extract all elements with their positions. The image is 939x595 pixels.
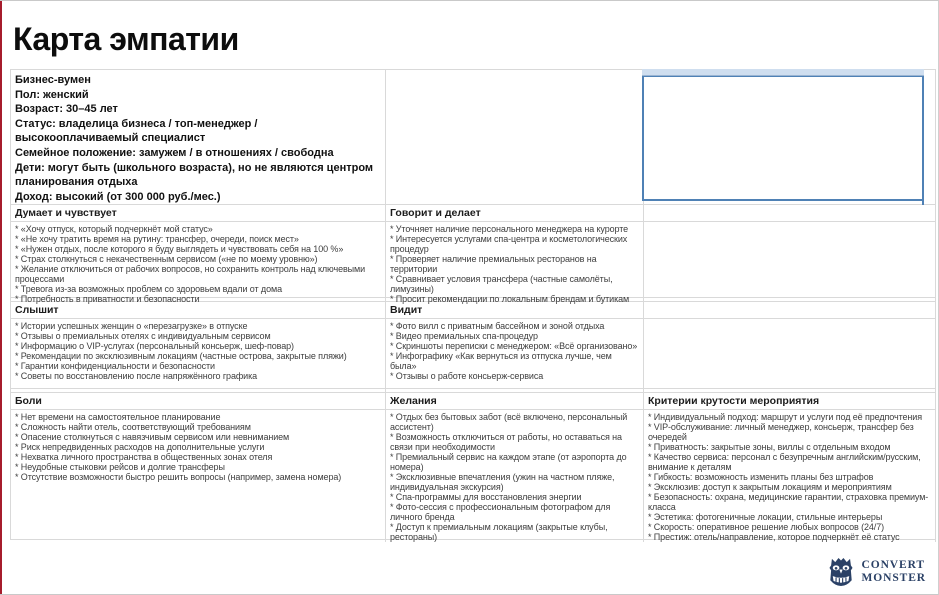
list-item: * Просит рекомендации по локальным брендам и бутикам (390, 294, 630, 304)
list-item: * Тревога из-за возможных проблем со здоровьем вдали от дома (15, 284, 282, 294)
list-item: * Опасение столкнуться с навязчивым сервисом или невниманием (15, 432, 290, 442)
list-item: * Сложность найти отель, соответствующий требованиям (15, 422, 251, 432)
empty-cell (644, 205, 936, 221)
selection-handle[interactable] (642, 69, 924, 76)
list-item: * Престиж: отель/направление, которое подчеркнёт её статус (648, 532, 900, 542)
list-item: * Доступ к премиальным локациям (закрытые клубы, рестораны) (390, 522, 608, 542)
convert-monster-logo (827, 556, 926, 588)
empty-cell (644, 302, 936, 318)
list-item: * Эстетика: фотогеничные локации, стильные интерьеры (648, 512, 883, 522)
section-header-sees: Видит (386, 302, 644, 318)
list-item: * Возможность отключиться от работы, но оставаться на связи при необходимости (390, 432, 622, 452)
list-item: * Отсутствие возможности быстро решить вопросы (например, замена номера) (15, 472, 342, 482)
list-item: * Потребность в приватности и безопасности (15, 294, 200, 304)
logo-text-line2: MONSTER (861, 572, 926, 584)
list-item: * Истории успешных женщин о «перезагрузке» в отпуске (15, 321, 248, 331)
list-item: Возраст: 30–45 лет (15, 103, 118, 116)
header-row-hears-sees (11, 302, 936, 319)
section-body-desires (386, 410, 644, 542)
list-item: * Страх столкнуться с некачественным сервисом («не по моему уровню») (15, 254, 318, 264)
list-item: Семейное положение: замужем / в отношениях / свободна (15, 146, 334, 159)
list-item: * Советы по восстановлению после напряжённого графика (15, 371, 258, 381)
list-item: * Эксклюзивные впечатления (ужин на частном пляже, индивидуальная экскурсия) (390, 472, 615, 492)
persona-cell (11, 70, 386, 204)
list-item: * Отзывы о работе консьерж-сервиса (390, 371, 544, 381)
list-item: * Скриншоты переписки с менеджером: «Всё организовано» (390, 341, 638, 351)
section-header-says-does: Говорит и делает (386, 205, 644, 221)
header-row-pains-desires-criteria (11, 393, 936, 410)
list-item: * Инфографику «Как вернуться из отпуска лучше, чем была» (390, 351, 612, 371)
section-header-desires: Желания (386, 393, 644, 409)
section-header-pains: Боли (11, 393, 386, 409)
left-accent-bar (0, 1, 2, 594)
empathy-map-table (10, 69, 936, 540)
list-item: * Приватность: закрытые зоны, виллы с отдельным входом (648, 442, 891, 452)
list-item: * Фото-сессия с профессиональным фотографом для личного бренда (390, 502, 611, 522)
section-body-sees (386, 319, 644, 388)
list-item: * Уточняет наличие персонального менеджера на курорте (390, 224, 629, 234)
list-item: * Сравнивает условия трансфера (частные самолёты, лимузины) (390, 274, 613, 294)
list-item: Бизнес-вумен (15, 74, 91, 86)
list-item: * Информацию о VIP-услугах (персональный консьерж, шеф-повар) (15, 341, 294, 351)
list-item: * Гибкость: возможность изменить планы без штрафов (648, 472, 874, 482)
list-item: * Интересуется услугами спа-центра и косметологических процедур (390, 234, 628, 254)
list-item: * Нехватка личного пространства в общественных зонах отеля (15, 452, 273, 462)
page-title: Карта эмпатии (13, 21, 239, 57)
list-item: * Скорость: оперативное решение любых вопросов (24/7) (648, 522, 885, 532)
list-item: * Гарантии конфиденциальности и безопасности (15, 361, 215, 371)
list-item: * Безопасность: охрана, медицинские гарантии, страховка премиум-класса (648, 492, 929, 512)
selected-object-placeholder[interactable] (642, 75, 924, 201)
list-item: * «Не хочу тратить время на рутину: трансфер, очереди, поиск мест» (15, 234, 299, 244)
section-header-thinks-feels: Думает и чувствует (11, 205, 386, 221)
section-body-thinks-feels (11, 222, 386, 304)
section-body-hears (11, 319, 386, 388)
list-item: * «Хочу отпуск, который подчеркнёт мой статус» (15, 224, 213, 234)
empty-cell (644, 319, 936, 388)
list-item: * Спа-программы для восстановления энергии (390, 492, 582, 502)
section-body-says-does (386, 222, 644, 304)
persona-row (11, 70, 936, 205)
list-item: Пол: женский (15, 88, 89, 101)
list-item: * Премиальный сервис на каждом этапе (от аэропорта до номера) (390, 452, 627, 472)
list-item: * Проверяет наличие премиальных ресторанов на территории (390, 254, 597, 274)
monster-face-icon (827, 556, 855, 588)
header-row-thinks-says (11, 205, 936, 222)
list-item: * VIP-обслуживание: личный менеджер, консьерж, трансфер без очередей (648, 422, 914, 442)
section-header-criteria: Критерии крутости мероприятия (644, 393, 936, 409)
body-row-pains-desires-criteria (11, 410, 936, 540)
list-item: Дети: могут быть (школьного возраста), но не являются центром планирования отдыха (15, 161, 374, 189)
section-header-hears: Слышит (11, 302, 386, 318)
list-item: * Рекомендации по эксклюзивным локациям (частные острова, закрытые пляжи) (15, 351, 347, 361)
list-item: * Нет времени на самостоятельное планирование (15, 412, 221, 422)
list-item: * Риск непредвиденных расходов на дополнительные услуги (15, 442, 265, 452)
body-row-thinks-says (11, 222, 936, 304)
list-item: Статус: владелица бизнеса / топ-менеджер / высокооплачиваемый специалист (15, 117, 258, 145)
list-item: Доход: высокий (от 300 000 руб./мес.) (15, 190, 221, 203)
list-item: * Желание отключиться от рабочих вопросов, но сохранить контроль над ключевыми процессами (15, 264, 366, 284)
empty-cell (644, 222, 936, 304)
empty-cell (386, 70, 644, 204)
list-item: * Отдых без бытовых забот (всё включено, персональный ассистент) (390, 412, 628, 432)
list-item: * Индивидуальный подход: маршрут и услуги под её предпочтения (648, 412, 922, 422)
list-item: * Качество сервиса: персонал с безупречным английским/русским, внимание к деталям (648, 452, 921, 472)
section-body-pains (11, 410, 386, 542)
list-item: * Неудобные стыковки рейсов и долгие трансферы (15, 462, 225, 472)
list-item: * «Нужен отдых, после которого я буду выглядеть и чувствовать себя на 100 %» (15, 244, 344, 254)
list-item: * Эксклюзив: доступ к закрытым локациям и мероприятиям (648, 482, 892, 492)
list-item: * Отзывы о премиальных отелях с индивидуальным сервисом (15, 331, 271, 341)
body-row-hears-sees (11, 319, 936, 389)
logo-text-line1: CONVERT (861, 559, 925, 571)
list-item: * Видео премиальных спа-процедур (390, 331, 538, 341)
section-body-criteria (644, 410, 936, 542)
list-item: * Фото вилл с приватным бассейном и зоной отдыха (390, 321, 605, 331)
